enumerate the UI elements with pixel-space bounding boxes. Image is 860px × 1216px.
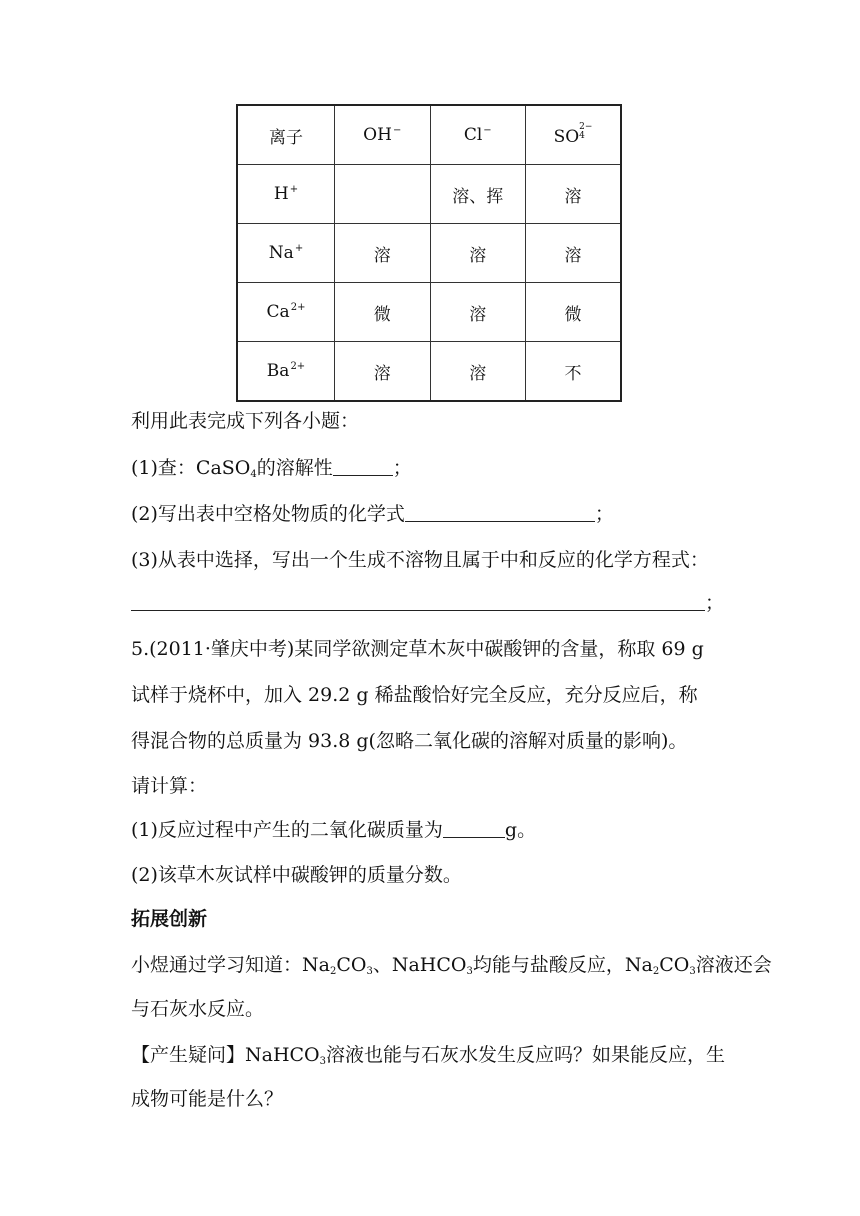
cation-cell: $Ba^{2+}$ xyxy=(237,342,335,402)
table-row xyxy=(237,165,621,224)
problem-5-sub-2: (2)该草木灰试样中碳酸钾的质量分数。 xyxy=(131,864,462,886)
table-header-cell: Cl− xyxy=(430,105,526,165)
cation-cell: Na+ xyxy=(237,224,335,283)
table-cell: 微 xyxy=(335,283,431,342)
problem-5-sub-1: (1)反应过程中产生的二氧化碳质量为 g。 xyxy=(131,819,537,841)
table-cell: 溶、挥 xyxy=(430,165,526,224)
problem-5-line-2: 试样于烧杯中，加入 29.2 g 稀盐酸恰好完全反应，充分反应后，称 xyxy=(131,684,698,706)
extension-heading: 拓展创新 xyxy=(131,908,208,930)
extension-paragraph-1: 小煜通过学习知道：$Na_2CO_3$、NaHCO$_3$均能与盐酸反应，$Na_2CO_3$溶液还会 xyxy=(131,954,772,977)
table-row xyxy=(237,283,621,342)
answer-blank[interactable] xyxy=(333,457,393,476)
table-cell: 溶 xyxy=(430,283,526,342)
table-cell: 溶 xyxy=(335,342,431,402)
table-cell: 溶 xyxy=(430,224,526,283)
table-cell: 溶 xyxy=(430,342,526,402)
question-1: (1)查：CaSO$_4$的溶解性 ； xyxy=(131,457,412,480)
question-2: (2)写出表中空格处物质的化学式 ； xyxy=(131,503,614,525)
extension-paragraph-2: 【产生疑问】NaHCO$_3$溶液也能与石灰水发生反应吗？如果能反应，生 xyxy=(131,1044,726,1067)
table-header-row xyxy=(237,105,621,165)
problem-5-line-4: 请计算： xyxy=(131,775,208,797)
cation-cell: H+ xyxy=(237,165,335,224)
table-cell: 溶 xyxy=(526,224,622,283)
problem-5-line-1: 5.(2011·肇庆中考)某同学欲测定草木灰中碳酸钾的含量，称取 69 g xyxy=(131,638,704,660)
table-row xyxy=(237,224,621,283)
cation-cell: $Ca^{2+}$ xyxy=(237,283,335,342)
extension-paragraph-1-line-2: 与石灰水反应。 xyxy=(131,998,265,1020)
questions-intro: 利用此表完成下列各小题： xyxy=(131,410,360,432)
answer-blank[interactable] xyxy=(131,592,705,611)
table-row xyxy=(237,342,621,402)
solubility-table xyxy=(236,104,622,402)
question-3: (3)从表中选择，写出一个生成不溶物且属于中和反应的化学方程式： xyxy=(131,549,709,571)
problem-5-line-3: 得混合物的总质量为 93.8 g(忽略二氧化碳的溶解对质量的影响)。 xyxy=(131,730,688,752)
table-cell xyxy=(335,165,431,224)
extension-paragraph-2-line-2: 成物可能是什么？ xyxy=(131,1088,284,1110)
table-header-cell: SO 2− 4 xyxy=(526,105,622,165)
table-cell: 溶 xyxy=(335,224,431,283)
table-cell: 不 xyxy=(526,342,622,402)
table-cell: 溶 xyxy=(526,165,622,224)
table-header-cell: OH− xyxy=(335,105,431,165)
table-corner-cell: 离子 xyxy=(237,105,335,165)
answer-blank[interactable] xyxy=(405,503,595,522)
question-3-answer-line: ； xyxy=(131,590,724,616)
table-cell: 微 xyxy=(526,283,622,342)
answer-blank[interactable] xyxy=(443,819,505,838)
